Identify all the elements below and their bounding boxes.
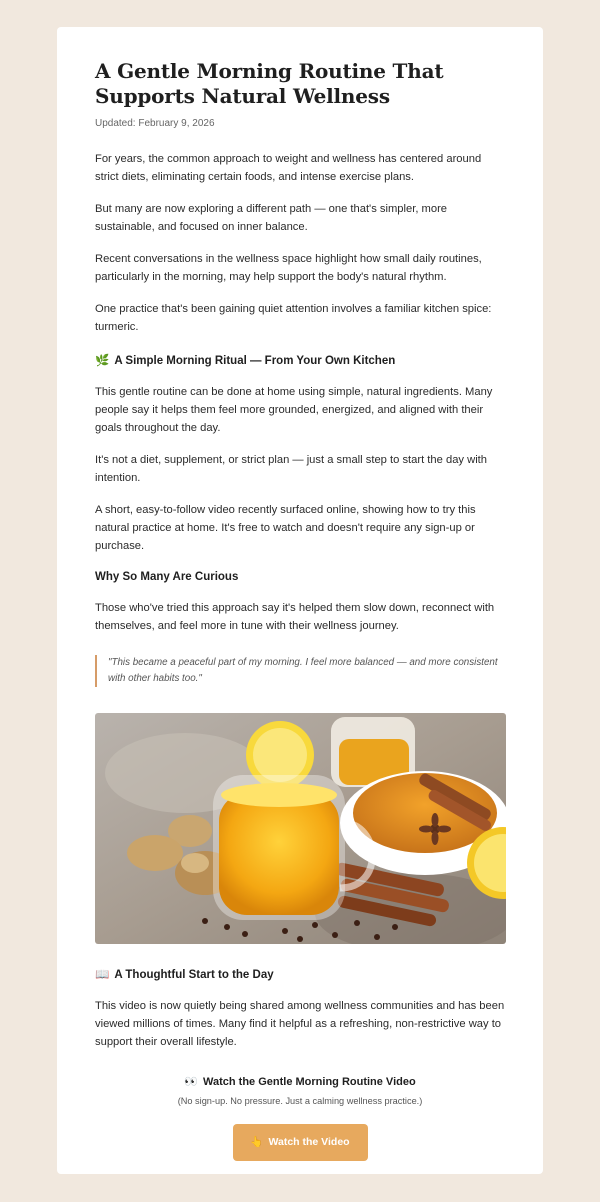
turmeric-tea-photo (95, 713, 506, 944)
article-title: A Gentle Morning Routine That Supports Natural Wellness (95, 59, 444, 108)
section-heading-ritual (95, 353, 505, 369)
intro-paragraph-1: For years, the common approach to weight and wellness has centered around strict diets, eliminating certain foods, and intense exercise plans. (95, 153, 482, 183)
watch-video-button[interactable] (233, 1124, 368, 1161)
intro-paragraph-3: Recent conversations in the wellness space highlight how small daily routines, particularly in the morning, may help support the body's natural rhythm. (95, 253, 482, 283)
ritual-paragraph-2: It's not a diet, supplement, or strict plan — just a small step to start the day with intention. (95, 454, 488, 484)
intro-paragraph-2: But many are now exploring a different path — one that's simpler, more sustainable, and focused on inner balance. (95, 203, 448, 233)
intro-paragraph-4: One practice that's been gaining quiet attention involves a familiar kitchen spice: turmeric. (95, 303, 492, 333)
section-heading-thoughtful (95, 967, 505, 983)
ritual-paragraph-1: This gentle routine can be done at home using simple, natural ingredients. Many people say it helps them feel more grounded, energized, and aligned with their goals throughout the day. (95, 386, 493, 434)
cta-title (95, 1075, 505, 1088)
curious-paragraph: Those who've tried this approach say it's helped them slow down, reconnect with themselves, and feel more in tune with their wellness journey. (95, 602, 495, 632)
section-heading-thoughtful-text: A Thoughtful Start to the Day (114, 969, 274, 981)
updated-date: Updated: February 9, 2026 (95, 118, 215, 129)
watch-video-button-label: Watch the Video (268, 1136, 350, 1148)
section-heading-ritual-text: A Simple Morning Ritual — From Your Own Kitchen (114, 355, 396, 367)
section-heading-curious: Why So Many Are Curious (95, 571, 239, 583)
eyes-icon: 👀 (184, 1076, 199, 1088)
ritual-paragraph-3: A short, easy-to-follow video recently surfaced online, showing how to try this natural practice at home. It's free to watch and doesn't require any sign-up or purchase. (95, 504, 476, 552)
cta-button-wrapper (95, 1124, 505, 1161)
thoughtful-paragraph: This video is now quietly being shared among wellness communities and has been viewed millions of times. Many find it helpful as a refreshing, non-restrictive way to support their overall lifestyle. (95, 1000, 505, 1048)
cta-note: (No sign-up. No pressure. Just a calming wellness practice.) (177, 1096, 423, 1106)
book-icon: 📖 (95, 969, 110, 981)
pointing-hand-icon: 👆 (250, 1136, 264, 1148)
testimonial-quote: "This became a peaceful part of my morning. I feel more balanced — and more consistent with other habits too." (95, 655, 505, 687)
cta-title-text: Watch the Gentle Morning Routine Video (203, 1076, 416, 1088)
article-card (57, 27, 543, 1174)
herb-icon: 🌿 (95, 355, 110, 367)
